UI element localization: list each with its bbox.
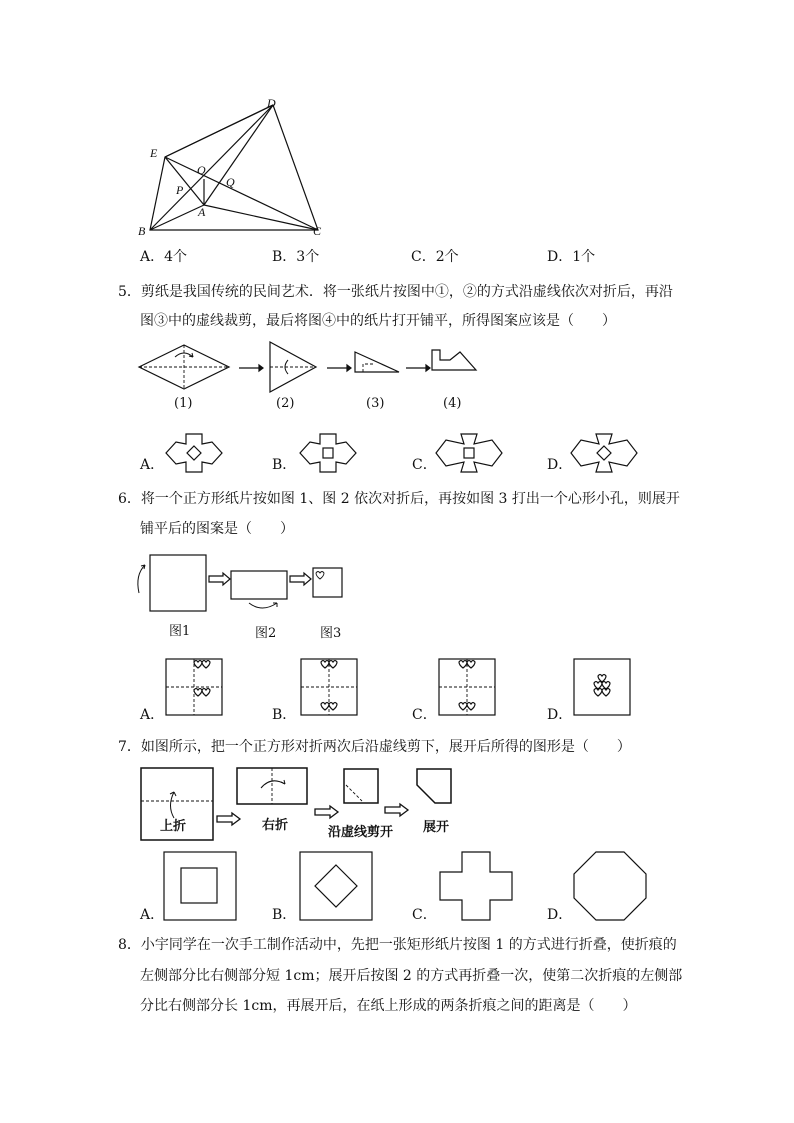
q7-label-fold-right: 右折 bbox=[262, 818, 289, 833]
q6-fig1-square bbox=[133, 553, 213, 613]
q5-option-d[interactable]: D． bbox=[547, 457, 573, 473]
q5-step3-half-triangle bbox=[353, 350, 403, 375]
q4-geometry-figure bbox=[140, 95, 340, 235]
point-label-B: B bbox=[138, 224, 146, 238]
point-label-A: A bbox=[198, 205, 206, 219]
q7-label-cut: 沿虚线剪开 bbox=[328, 825, 394, 840]
q6-option-b-figure[interactable] bbox=[299, 657, 359, 717]
q7-arrow-3 bbox=[384, 803, 410, 817]
q5-step1-diamond bbox=[137, 343, 232, 393]
q6-fig-label-3: 图3 bbox=[320, 626, 342, 641]
q6-option-d-figure[interactable] bbox=[572, 657, 632, 717]
point-label-Q: Q bbox=[226, 175, 235, 189]
q7-option-a-figure[interactable] bbox=[162, 850, 238, 922]
q8-stem-line2: 左侧部分比右侧部分短 1cm；展开后按图 2 的方式再折叠一次，使第二次折痕的左侧部 bbox=[140, 968, 683, 984]
q7-label-unfold: 展开 bbox=[423, 820, 450, 835]
q4-option-d[interactable]: D．1个 bbox=[547, 249, 596, 265]
q7-arrow-1 bbox=[216, 812, 242, 826]
point-label-D: D bbox=[267, 96, 276, 110]
q6-option-c-figure[interactable] bbox=[437, 657, 497, 717]
q6-option-d[interactable]: D． bbox=[547, 707, 573, 723]
q6-stem-line2: 铺平后的图案是（ ） bbox=[140, 521, 294, 537]
seg-ED bbox=[165, 105, 273, 157]
q6-stem-line1: 6．将一个正方形纸片按如图 1、图 2 依次对折后，再按如图 3 打出一个心形小孔，则展开 bbox=[118, 491, 680, 507]
q7-option-d-figure[interactable] bbox=[572, 850, 648, 922]
q6-arrow-2 bbox=[289, 573, 313, 585]
point-label-E: E bbox=[150, 146, 158, 160]
seg-AC bbox=[204, 205, 318, 230]
q5-stem-line1: 5．剪纸是我国传统的民间艺术．将一张纸片按图中①，②的方式沿虚线依次对折后，再沿 bbox=[118, 284, 673, 300]
q5-step-label-4: (4) bbox=[443, 396, 462, 411]
q7-option-b[interactable]: B． bbox=[272, 907, 297, 923]
point-label-C: C bbox=[313, 224, 322, 238]
q4-option-c[interactable]: C．2个 bbox=[411, 249, 459, 265]
q5-arrow-3 bbox=[406, 364, 430, 372]
q6-fig-label-2: 图2 bbox=[255, 626, 277, 641]
q6-fig2-rectangle bbox=[229, 569, 294, 614]
q5-step-label-1: (1) bbox=[174, 396, 193, 411]
q5-option-a[interactable]: A． bbox=[140, 457, 165, 473]
q8-stem-line3: 分比右侧部分长 1cm，再展开后，在纸上形成的两条折痕之间的距离是（ ） bbox=[140, 998, 637, 1014]
q7-option-a[interactable]: A． bbox=[140, 907, 165, 923]
q5-option-b[interactable]: B． bbox=[272, 457, 297, 473]
q4-option-a[interactable]: A．4个 bbox=[140, 249, 188, 265]
heart-icon bbox=[316, 572, 324, 580]
q5-step-label-3: (3) bbox=[366, 396, 385, 411]
q6-fig-label-1: 图1 bbox=[169, 624, 191, 639]
q7-fig3-small-square bbox=[342, 767, 380, 805]
q5-step4-cut-piece bbox=[430, 348, 480, 373]
q6-option-c[interactable]: C． bbox=[412, 707, 437, 723]
q6-option-a[interactable]: A． bbox=[140, 707, 165, 723]
q7-option-b-figure[interactable] bbox=[298, 850, 374, 922]
seg-BA bbox=[150, 205, 204, 230]
q5-option-a-figure[interactable] bbox=[164, 432, 224, 474]
q7-fig2-rectangle bbox=[235, 766, 310, 806]
seg-AD bbox=[204, 105, 273, 205]
q7-stem-line1: 7．如图所示，把一个正方形对折两次后沿虚线剪下，展开后所得的图形是（ ） bbox=[118, 739, 631, 755]
q6-option-a-figure[interactable] bbox=[164, 657, 224, 717]
q5-arrow-1 bbox=[239, 364, 263, 372]
q5-stem-line2: 图③中的虚线裁剪，最后将图④中的纸片打开铺平，所得图案应该是（ ） bbox=[140, 313, 616, 329]
q5-option-c-figure[interactable] bbox=[434, 432, 504, 474]
q7-option-d[interactable]: D． bbox=[547, 907, 573, 923]
q7-fig4-cut-square bbox=[415, 767, 453, 805]
q7-arrow-2 bbox=[314, 805, 340, 819]
q5-step-label-2: (2) bbox=[276, 396, 295, 411]
q7-option-c-figure[interactable] bbox=[438, 850, 514, 922]
q5-step2-triangle bbox=[268, 340, 323, 395]
point-label-O: O bbox=[197, 163, 206, 177]
q5-arrow-2 bbox=[327, 364, 351, 372]
q7-option-c[interactable]: C． bbox=[412, 907, 437, 923]
q5-option-d-figure[interactable] bbox=[569, 432, 639, 474]
q6-option-b[interactable]: B． bbox=[272, 707, 297, 723]
q4-option-b[interactable]: B．3个 bbox=[272, 249, 320, 265]
point-label-P: P bbox=[176, 183, 184, 197]
q5-option-b-figure[interactable] bbox=[298, 432, 358, 474]
q8-stem-line1: 8．小宇同学在一次手工制作活动中，先把一张矩形纸片按图 1 的方式进行折叠，使折痕的 bbox=[118, 937, 677, 953]
q7-label-fold-up: 上折 bbox=[160, 819, 187, 834]
q5-option-c[interactable]: C． bbox=[412, 457, 437, 473]
q6-fig3-small-square bbox=[311, 566, 346, 601]
seg-BD bbox=[150, 105, 273, 230]
